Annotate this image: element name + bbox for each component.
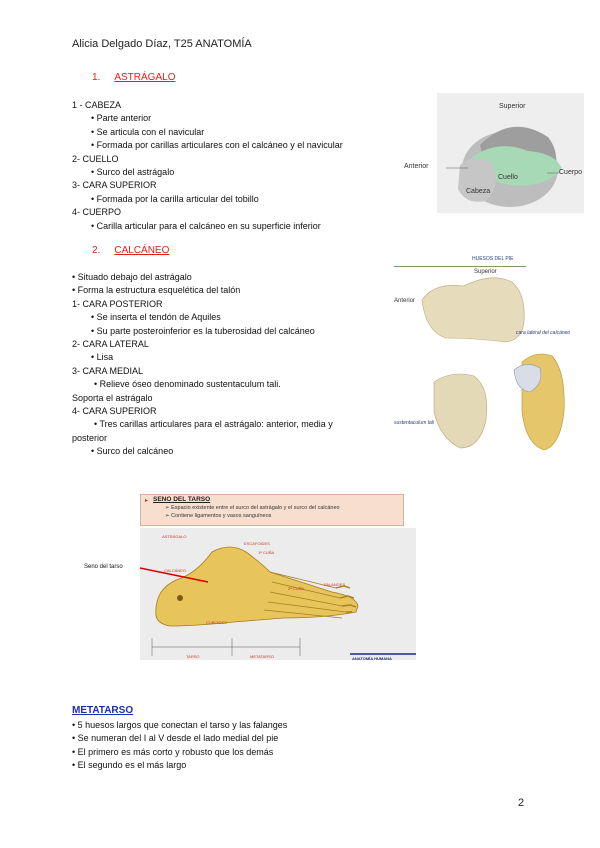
note-line: • Formada por la carilla articular del tobillo	[91, 193, 259, 204]
label-seno-del-tarso: Seno del tarso	[84, 564, 123, 570]
note-line: • Se inserta el tendón de Aquiles	[91, 312, 221, 323]
note-line: • Carilla articular para el calcáneo en su superficie inferior	[91, 220, 321, 231]
label-cara-lateral: cara lateral del calcáneo	[516, 330, 571, 336]
note-line: 4- CUERPO	[72, 207, 122, 218]
note-line: Soporta el astrágalo	[72, 392, 153, 403]
note-line: • Surco del astrágalo	[91, 167, 175, 178]
label-metatarso: METATARSO	[250, 654, 274, 659]
note-line: • El primero es más corto y robusto que los demás	[72, 746, 274, 757]
section-number: 2.	[92, 245, 101, 256]
note-line: • Formada por carillas articulares con el calcáneo y el navicular	[91, 140, 343, 151]
talus-figure	[402, 93, 584, 213]
label-anterior: Anterior	[404, 163, 429, 170]
foot-skeleton-illustration	[84, 488, 416, 664]
label-astragalo: ASTRÁGALO	[162, 534, 187, 539]
section-title-calcaneo	[92, 245, 169, 256]
note-line: posterior	[72, 432, 108, 443]
note-line: 2- CARA LATERAL	[72, 339, 149, 350]
section-label: ASTRÁGALO	[114, 72, 176, 83]
label-superior: Superior	[474, 269, 497, 275]
note-line: 3- CARA MEDIAL	[72, 365, 144, 376]
label-superior: Superior	[499, 103, 526, 110]
astragalo-notes	[72, 99, 343, 233]
label-sustentaculum: sustentaculum tali	[394, 420, 435, 426]
box-bullet-2: Contiene ligamentos y vasos sanguíneos	[171, 513, 272, 519]
note-line: • Su parte posteroinferior es la tuberosidad del calcáneo	[91, 325, 315, 336]
note-line: 3- CARA SUPERIOR	[72, 180, 157, 191]
note-line: 2- CUELLO	[72, 153, 119, 164]
section-label: CALCÁNEO	[114, 245, 170, 256]
note-line: • Parte anterior	[91, 113, 152, 124]
calcaneo-notes	[72, 271, 333, 459]
label-cuerpo: Cuerpo	[559, 169, 582, 176]
note-line: 1 - CABEZA	[72, 100, 122, 110]
note-line: • Relieve óseo denominado sustentaculum tali.	[94, 379, 281, 390]
talus-illustration	[402, 93, 584, 213]
label-segunda-cuna: 2ª CUÑA	[288, 586, 305, 591]
note-line: • Lisa	[91, 352, 114, 363]
note-line: • Se numeran del I al V desde el lado medial del pie	[72, 733, 279, 744]
section-title-astragalo	[92, 72, 175, 83]
section-number: 1.	[92, 72, 101, 83]
note-line: • Tres carillas articulares para el astrágalo: anterior, media y	[94, 419, 333, 430]
box-title: SENO DEL TARSO	[153, 496, 211, 503]
page-number: 2	[518, 797, 525, 809]
box-bullet-1: Espacio existente entre el surco del astrágalo y el surco del calcáneo	[171, 505, 340, 511]
note-line: 4- CARA SUPERIOR	[72, 406, 157, 417]
note-line: • El segundo es el más largo	[72, 760, 187, 771]
foot-skeleton-figure	[84, 488, 416, 664]
label-escafoides: ESCAFOIDES	[244, 541, 270, 546]
label-anterior: Anterior	[394, 298, 416, 304]
label-tarso: TARSO	[186, 654, 200, 659]
label-cuboides: CUBOIDES	[206, 620, 227, 625]
seno-del-tarso-box: ▸ SENO DEL TARSO ➢ Espacio existente entre el surco del astrágalo y el surco del calcáneo ➢ Contiene ligamentos y vasos sanguíneos	[140, 494, 404, 526]
note-line: • Situado debajo del astrágalo	[72, 272, 192, 282]
note-line: • Surco del calcáneo	[91, 446, 174, 457]
document-header: Alicia Delgado Díaz, T25 ANATOMÍA	[72, 38, 252, 50]
calcaneus-figure	[394, 252, 584, 456]
label-cabeza: Cabeza	[466, 188, 491, 195]
section-title-metatarso: METATARSO	[72, 705, 134, 716]
label-primera-cuna: 1ª CUÑA	[258, 550, 275, 555]
note-line: 1- CARA POSTERIOR	[72, 298, 163, 309]
note-line: • 5 huesos largos que conectan el tarso y las falanges	[72, 720, 288, 730]
note-line: • Se articula con el navicular	[91, 126, 205, 137]
metatarso-notes	[72, 719, 287, 773]
label-anatomia-humana: ANATOMÍA HUMANA	[352, 656, 392, 661]
label-huesos-del-pie: HUESOS DEL PIE	[472, 256, 514, 262]
label-falanges: FALANGES	[324, 582, 346, 587]
label-cuello: Cuello	[498, 174, 518, 181]
label-calcaneo: CALCÁNEO	[164, 568, 187, 573]
note-line: • Forma la estructura esquelética del talón	[72, 285, 241, 296]
